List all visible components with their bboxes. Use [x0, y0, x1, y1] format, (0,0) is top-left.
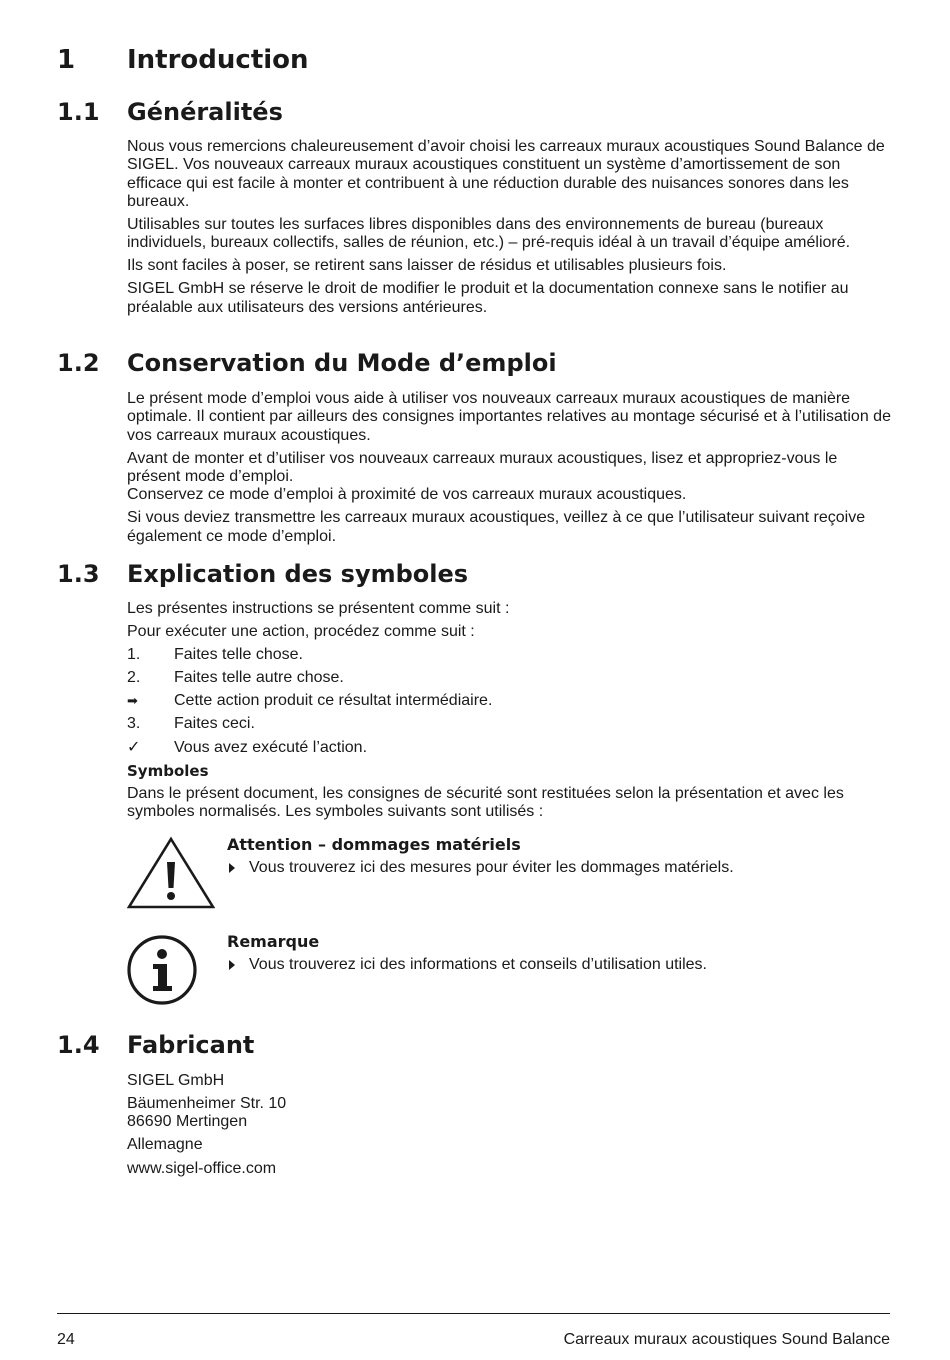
step-marker: 1. — [127, 646, 141, 664]
paragraph: Conservez ce mode d’emploi à proximité de vos carreaux muraux acoustiques. — [127, 486, 687, 504]
section-1-3-body — [127, 600, 892, 826]
list-item — [127, 646, 892, 664]
section-1-1-heading — [57, 98, 283, 126]
paragraph: Pour exécuter une action, procédez comme suit : — [127, 623, 475, 641]
step-list — [127, 646, 892, 757]
street-address: Bäumenheimer Str. 10 — [127, 1095, 287, 1113]
info-circle-icon — [127, 932, 201, 1011]
step-text: Vous avez exécuté l’action. — [174, 738, 368, 756]
notice-title: Attention – dommages matériels — [227, 835, 521, 854]
step-text: Faites telle chose. — [174, 646, 303, 664]
warning-notice — [127, 836, 892, 911]
page-number: 24 — [57, 1331, 75, 1348]
notice-title: Remarque — [227, 932, 320, 951]
warning-triangle-icon — [127, 836, 215, 915]
paragraph: Nous vous remercions chaleureusement d’avoir choisi les carreaux muraux acoustiques Sound Balance de SIGEL. Vos nouveaux carreaux muraux acoustiques constituent un système d’amortissement de son efficace qui est facile à monter et contribuent à une réduction durable des nuisances sonores dans les bureaux. — [127, 138, 885, 210]
symbols-label: Symboles — [127, 761, 209, 780]
section-number: 1.4 — [57, 1031, 100, 1059]
notice-item — [227, 956, 892, 974]
section-1-heading — [57, 45, 309, 75]
arrow-right-icon: ➡ — [127, 693, 138, 709]
step-text: Faites ceci. — [174, 715, 255, 733]
section-title: Généralités — [127, 98, 283, 126]
paragraph: SIGEL GmbH se réserve le droit de modifier le produit et la documentation connexe sans le notifier au préalable aux utilisateurs des versions antérieures. — [127, 280, 849, 316]
country: Allemagne — [127, 1136, 203, 1154]
section-number: 1.2 — [57, 349, 100, 377]
step-marker: 3. — [127, 715, 141, 733]
step-text: Cette action produit ce résultat intermédiaire. — [174, 692, 493, 710]
bullet-triangle-icon — [229, 960, 235, 970]
paragraph: Dans le présent document, les consignes de sécurité sont restituées selon la présentation et avec les symboles normalisés. Les symboles suivants sont utilisés : — [127, 784, 844, 821]
bullet-triangle-icon — [229, 863, 235, 873]
paragraph: Les présentes instructions se présentent comme suit : — [127, 600, 510, 617]
section-number: 1 — [57, 45, 76, 75]
website-link[interactable]: www.sigel-office.com — [127, 1159, 277, 1177]
section-title: Introduction — [127, 45, 309, 75]
notice-text — [227, 933, 892, 975]
notice-item-text: Vous trouverez ici des mesures pour éviter les dommages matériels. — [249, 859, 734, 877]
paragraph: Si vous deviez transmettre les carreaux muraux acoustiques, veillez à ce que l’utilisateur suivant reçoive également ce mode d’emploi. — [127, 509, 866, 545]
manufacturer-address — [127, 1072, 892, 1183]
step-marker: 2. — [127, 669, 141, 687]
list-item — [127, 669, 892, 687]
paragraph: Ils sont faciles à poser, se retirent sans laisser de résidus et utilisables plusieurs fois. — [127, 257, 727, 275]
notice-item-text: Vous trouverez ici des informations et conseils d’utilisation utiles. — [249, 956, 707, 974]
section-1-2-body — [127, 390, 892, 551]
section-title: Conservation du Mode d’emploi — [127, 349, 557, 377]
footer-divider — [57, 1313, 890, 1314]
list-item — [127, 739, 892, 757]
section-1-4-heading — [57, 1031, 254, 1059]
section-title: Fabricant — [127, 1031, 255, 1059]
paragraph: Le présent mode d’emploi vous aide à utiliser vos nouveaux carreaux muraux acoustiques de manière optimale. Il contient par ailleurs des consignes importantes relatives au montage sécurisé et à l’utilisation de vos carreaux muraux acoustiques. — [127, 390, 891, 444]
section-number: 1.3 — [57, 560, 100, 588]
footer-doc-title: Carreaux muraux acoustiques Sound Balance — [563, 1331, 890, 1348]
list-item — [127, 692, 892, 710]
notice-text — [227, 836, 892, 878]
checkmark-icon: ✓ — [127, 738, 141, 756]
step-text: Faites telle autre chose. — [174, 669, 344, 687]
section-number: 1.1 — [57, 98, 100, 126]
city-address: 86690 Mertingen — [127, 1113, 248, 1131]
info-notice — [127, 932, 892, 1008]
list-item — [127, 715, 892, 733]
section-title: Explication des symboles — [127, 560, 469, 588]
paragraph: Utilisables sur toutes les surfaces libres disponibles dans des environnements de bureau (bureaux individuels, bureaux collectifs, salles de réunion, etc.) – pré-requis idéal à un travail d’équipe amélioré. — [127, 215, 851, 252]
notice-item — [227, 859, 892, 877]
section-1-1-body — [127, 138, 892, 322]
company-name: SIGEL GmbH — [127, 1072, 225, 1089]
section-1-3-heading — [57, 560, 468, 588]
paragraph: Avant de monter et d’utiliser vos nouveaux carreaux muraux acoustiques, lisez et appropriez-vous le présent mode d’emploi. — [127, 449, 838, 485]
section-1-2-heading — [57, 349, 557, 377]
